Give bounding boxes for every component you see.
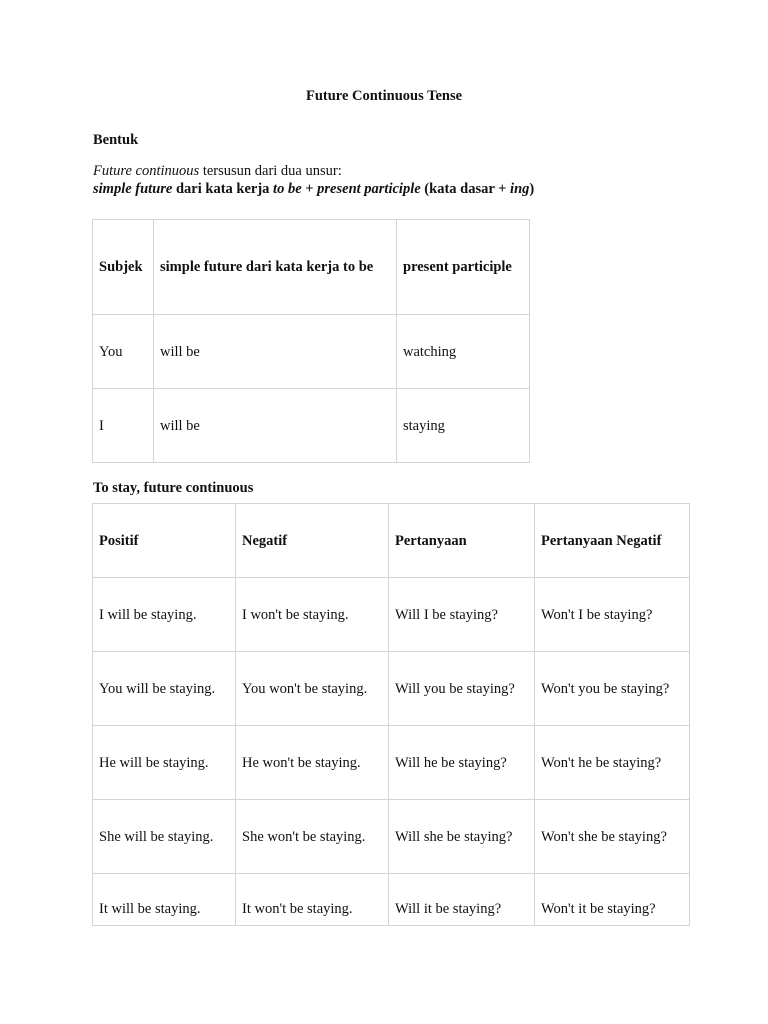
table-cell: She will be staying. xyxy=(93,800,236,874)
formula-close: ) xyxy=(529,181,535,197)
table-cell: staying xyxy=(397,389,530,463)
table-cell: She won't be staying. xyxy=(236,800,389,874)
intro-text: tersusun dari dua unsur: xyxy=(199,163,342,179)
table-cell: will be xyxy=(154,315,397,389)
table-cell: Won't he be staying? xyxy=(535,726,690,800)
header-cell: Pertanyaan Negatif xyxy=(535,504,690,578)
header-cell: Negatif xyxy=(236,504,389,578)
header-cell: Pertanyaan xyxy=(389,504,535,578)
table-cell: I xyxy=(93,389,154,463)
intro-term: Future continuous xyxy=(93,163,200,179)
formula-present-participle: present participle xyxy=(317,181,421,197)
table-header-row xyxy=(93,504,690,578)
page-title: Future Continuous Tense xyxy=(305,88,463,104)
section-heading-to-stay: To stay, future continuous xyxy=(93,480,254,496)
table-cell: Won't she be staying? xyxy=(535,800,690,874)
table-row xyxy=(93,315,530,389)
table-cell: It will be staying. xyxy=(93,874,236,926)
table-row xyxy=(93,652,690,726)
table-cell: You won't be staying. xyxy=(236,652,389,726)
table-row xyxy=(93,800,690,874)
formula-simple-future: simple future xyxy=(93,181,173,197)
conjugation-table xyxy=(92,503,690,926)
table-cell: Will she be staying? xyxy=(389,800,535,874)
table-cell: will be xyxy=(154,389,397,463)
formula-text-1: dari kata kerja xyxy=(172,181,274,197)
table-cell: Will he be staying? xyxy=(389,726,535,800)
intro-line-2 xyxy=(93,181,534,198)
table-row xyxy=(93,726,690,800)
section-heading-bentuk: Bentuk xyxy=(93,132,139,148)
table-cell: He won't be staying. xyxy=(236,726,389,800)
table-cell: Will it be staying? xyxy=(389,874,535,926)
table-cell: It won't be staying. xyxy=(236,874,389,926)
table-cell: I will be staying. xyxy=(93,578,236,652)
table-cell: You will be staying. xyxy=(93,652,236,726)
table-cell: watching xyxy=(397,315,530,389)
formula-text-2: (kata dasar + xyxy=(420,181,511,197)
table-cell: You xyxy=(93,315,154,389)
table-cell: Won't you be staying? xyxy=(535,652,690,726)
table-cell: Won't I be staying? xyxy=(535,578,690,652)
table-cell: Will I be staying? xyxy=(389,578,535,652)
table-cell: I won't be staying. xyxy=(236,578,389,652)
table-row xyxy=(93,578,690,652)
header-cell: present participle xyxy=(397,220,530,315)
formula-ing: ing xyxy=(510,181,530,197)
formula-to-be: to be xyxy=(273,181,302,197)
formula-plus: + xyxy=(301,181,318,197)
header-cell: Subjek xyxy=(93,220,154,315)
intro-line-1 xyxy=(93,163,342,180)
table-cell: He will be staying. xyxy=(93,726,236,800)
header-cell: simple future dari kata kerja to be xyxy=(154,220,397,315)
table-cell: Won't it be staying? xyxy=(535,874,690,926)
table-cell: Will you be staying? xyxy=(389,652,535,726)
structure-table xyxy=(92,219,530,463)
table-header-row xyxy=(93,220,530,315)
table-row xyxy=(93,874,690,926)
header-cell: Positif xyxy=(93,504,236,578)
table-row xyxy=(93,389,530,463)
